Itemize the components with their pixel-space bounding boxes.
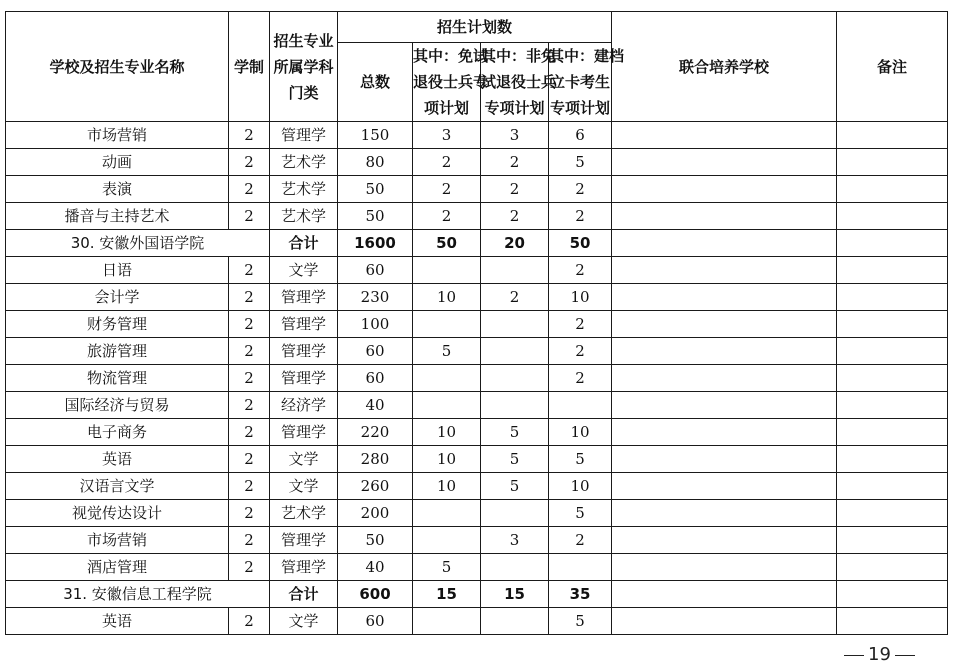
total-cell: 100 (338, 311, 413, 338)
note-cell (837, 203, 948, 230)
duration-cell: 2 (229, 608, 270, 635)
table-row (6, 338, 948, 365)
col-header-nonexempt-line1: 其中：非免 (481, 47, 557, 65)
major-name-cell: 物流管理 (6, 365, 229, 392)
discipline-cell: 管理学 (270, 338, 338, 365)
partner-school-cell (612, 257, 837, 284)
exempt-veteran-cell: 5 (413, 554, 481, 581)
duration-cell: 2 (229, 500, 270, 527)
footer-dash-left (844, 655, 864, 656)
total-cell: 60 (338, 608, 413, 635)
col-header-discipline-line1: 招生专业 (273, 31, 334, 50)
nonexempt-veteran-cell: 2 (481, 176, 549, 203)
col-header-exempt (413, 43, 489, 122)
total-cell: 200 (338, 500, 413, 527)
poverty-special-cell: 5 (549, 500, 612, 527)
partner-school-cell (612, 365, 837, 392)
col-header-discipline-line2: 所属学科 (273, 57, 334, 76)
nonexempt-veteran-cell (481, 392, 549, 419)
col-header-exempt-line1: 其中：免试 (413, 47, 489, 65)
col-header-poor (549, 43, 625, 122)
discipline-cell: 管理学 (270, 122, 338, 149)
exempt-veteran-cell: 10 (413, 284, 481, 311)
poverty-special-cell: 6 (549, 122, 612, 149)
duration-cell: 2 (229, 527, 270, 554)
major-name-cell: 视觉传达设计 (6, 500, 229, 527)
note-cell (837, 473, 948, 500)
poverty-special-cell (549, 392, 612, 419)
poverty-special-cell: 2 (549, 527, 612, 554)
total-cell: 40 (338, 392, 413, 419)
partner-school-cell (612, 581, 837, 608)
table-row (6, 203, 948, 230)
col-header-nonexempt-line3: 专项计划 (484, 99, 545, 117)
col-header-discipline (270, 12, 338, 122)
total-cell: 50 (338, 176, 413, 203)
note-cell (837, 230, 948, 257)
poverty-special-cell: 5 (549, 149, 612, 176)
note-cell (837, 608, 948, 635)
nonexempt-veteran-cell (481, 500, 549, 527)
col-header-partner: 联合培养学校 (612, 12, 837, 122)
major-name-cell: 财务管理 (6, 311, 229, 338)
major-name-cell: 英语 (6, 446, 229, 473)
discipline-cell: 管理学 (270, 554, 338, 581)
note-cell (837, 122, 948, 149)
major-name-cell: 播音与主持艺术 (6, 203, 229, 230)
partner-school-cell (612, 473, 837, 500)
total-cell: 40 (338, 554, 413, 581)
table-row (6, 311, 948, 338)
col-header-poor-line1: 其中：建档 (549, 47, 625, 65)
note-cell (837, 338, 948, 365)
poverty-special-cell: 2 (549, 257, 612, 284)
header-row-1 (6, 12, 948, 43)
poverty-special-cell (549, 554, 612, 581)
discipline-cell: 管理学 (270, 527, 338, 554)
table-body (6, 122, 948, 635)
nonexempt-veteran-cell (481, 608, 549, 635)
table-row (6, 419, 948, 446)
partner-school-cell (612, 230, 837, 257)
school-total-row (6, 230, 948, 257)
duration-cell: 2 (229, 311, 270, 338)
duration-cell: 2 (229, 176, 270, 203)
poverty-special-cell: 2 (549, 338, 612, 365)
table-row (6, 608, 948, 635)
note-cell (837, 311, 948, 338)
discipline-cell: 艺术学 (270, 500, 338, 527)
poverty-special-cell: 50 (549, 230, 612, 257)
duration-cell: 2 (229, 419, 270, 446)
discipline-cell: 管理学 (270, 419, 338, 446)
table-row (6, 284, 948, 311)
note-cell (837, 257, 948, 284)
note-cell (837, 446, 948, 473)
note-cell (837, 176, 948, 203)
discipline-cell: 文学 (270, 608, 338, 635)
major-name-cell: 旅游管理 (6, 338, 229, 365)
partner-school-cell (612, 554, 837, 581)
school-name-cell: 30. 安徽外国语学院 (6, 230, 270, 257)
duration-cell: 2 (229, 392, 270, 419)
exempt-veteran-cell: 2 (413, 149, 481, 176)
col-header-exempt-line3: 项计划 (423, 99, 469, 117)
partner-school-cell (612, 338, 837, 365)
total-cell: 50 (338, 527, 413, 554)
total-cell: 1600 (338, 230, 413, 257)
table-row (6, 257, 948, 284)
col-header-nonexempt (481, 43, 557, 122)
note-cell (837, 149, 948, 176)
poverty-special-cell: 2 (549, 365, 612, 392)
nonexempt-veteran-cell (481, 257, 549, 284)
exempt-veteran-cell: 10 (413, 419, 481, 446)
partner-school-cell (612, 149, 837, 176)
partner-school-cell (612, 176, 837, 203)
total-cell: 50 (338, 203, 413, 230)
nonexempt-veteran-cell (481, 338, 549, 365)
poverty-special-cell: 2 (549, 203, 612, 230)
duration-cell: 2 (229, 554, 270, 581)
total-cell: 80 (338, 149, 413, 176)
discipline-cell: 管理学 (270, 311, 338, 338)
poverty-special-cell: 5 (549, 446, 612, 473)
exempt-veteran-cell: 5 (413, 338, 481, 365)
duration-cell: 2 (229, 338, 270, 365)
poverty-special-cell: 10 (549, 473, 612, 500)
major-name-cell: 会计学 (6, 284, 229, 311)
partner-school-cell (612, 122, 837, 149)
col-header-school-major: 学校及招生专业名称 (6, 12, 229, 122)
total-cell: 60 (338, 338, 413, 365)
nonexempt-veteran-cell: 5 (481, 419, 549, 446)
exempt-veteran-cell: 10 (413, 446, 481, 473)
nonexempt-veteran-cell: 2 (481, 284, 549, 311)
page-footer (840, 644, 919, 665)
nonexempt-veteran-cell (481, 311, 549, 338)
major-name-cell: 市场营销 (6, 527, 229, 554)
footer-dash-right (895, 655, 915, 656)
table-row (6, 149, 948, 176)
total-label-cell: 合计 (270, 230, 338, 257)
major-name-cell: 酒店管理 (6, 554, 229, 581)
exempt-veteran-cell: 15 (413, 581, 481, 608)
discipline-cell: 管理学 (270, 284, 338, 311)
nonexempt-veteran-cell (481, 554, 549, 581)
note-cell (837, 554, 948, 581)
exempt-veteran-cell (413, 365, 481, 392)
table-row (6, 527, 948, 554)
note-cell (837, 419, 948, 446)
nonexempt-veteran-cell: 20 (481, 230, 549, 257)
poverty-special-cell: 10 (549, 419, 612, 446)
duration-cell: 2 (229, 473, 270, 500)
note-cell (837, 392, 948, 419)
exempt-veteran-cell: 2 (413, 176, 481, 203)
partner-school-cell (612, 284, 837, 311)
col-header-poor-line2: 立卡考生 (550, 73, 611, 91)
col-header-exempt-line2: 退役士兵专 (413, 73, 489, 91)
major-name-cell: 日语 (6, 257, 229, 284)
partner-school-cell (612, 419, 837, 446)
nonexempt-veteran-cell: 3 (481, 122, 549, 149)
major-name-cell: 国际经济与贸易 (6, 392, 229, 419)
exempt-veteran-cell: 50 (413, 230, 481, 257)
poverty-special-cell: 35 (549, 581, 612, 608)
discipline-cell: 经济学 (270, 392, 338, 419)
total-cell: 260 (338, 473, 413, 500)
partner-school-cell (612, 527, 837, 554)
partner-school-cell (612, 392, 837, 419)
col-header-note: 备注 (837, 12, 948, 122)
major-name-cell: 电子商务 (6, 419, 229, 446)
major-name-cell: 英语 (6, 608, 229, 635)
table-row (6, 392, 948, 419)
exempt-veteran-cell (413, 500, 481, 527)
duration-cell: 2 (229, 446, 270, 473)
table-row (6, 554, 948, 581)
total-cell: 150 (338, 122, 413, 149)
note-cell (837, 527, 948, 554)
major-name-cell: 汉语言文学 (6, 473, 229, 500)
duration-cell: 2 (229, 122, 270, 149)
school-name-cell: 31. 安徽信息工程学院 (6, 581, 270, 608)
nonexempt-veteran-cell: 5 (481, 446, 549, 473)
total-cell: 220 (338, 419, 413, 446)
nonexempt-veteran-cell: 15 (481, 581, 549, 608)
col-header-poor-line3: 专项计划 (550, 99, 611, 117)
duration-cell: 2 (229, 257, 270, 284)
nonexempt-veteran-cell (481, 365, 549, 392)
col-header-total: 总数 (338, 43, 413, 122)
partner-school-cell (612, 311, 837, 338)
nonexempt-veteran-cell: 2 (481, 149, 549, 176)
partner-school-cell (612, 608, 837, 635)
major-name-cell: 动画 (6, 149, 229, 176)
table-row (6, 122, 948, 149)
exempt-veteran-cell (413, 392, 481, 419)
table-row (6, 176, 948, 203)
exempt-veteran-cell (413, 257, 481, 284)
school-total-row (6, 581, 948, 608)
discipline-cell: 艺术学 (270, 176, 338, 203)
duration-cell: 2 (229, 284, 270, 311)
partner-school-cell (612, 446, 837, 473)
poverty-special-cell: 10 (549, 284, 612, 311)
discipline-cell: 管理学 (270, 365, 338, 392)
page-number: 19 (868, 644, 891, 665)
total-cell: 600 (338, 581, 413, 608)
total-label-cell: 合计 (270, 581, 338, 608)
discipline-cell: 文学 (270, 473, 338, 500)
major-name-cell: 市场营销 (6, 122, 229, 149)
exempt-veteran-cell (413, 608, 481, 635)
table-row (6, 446, 948, 473)
enrollment-plan-table (5, 11, 948, 635)
table-row (6, 500, 948, 527)
total-cell: 280 (338, 446, 413, 473)
col-header-discipline-line3: 门类 (288, 83, 319, 102)
nonexempt-veteran-cell: 5 (481, 473, 549, 500)
partner-school-cell (612, 500, 837, 527)
total-cell: 230 (338, 284, 413, 311)
note-cell (837, 581, 948, 608)
poverty-special-cell: 2 (549, 311, 612, 338)
col-header-plan-group: 招生计划数 (338, 12, 612, 43)
nonexempt-veteran-cell: 3 (481, 527, 549, 554)
note-cell (837, 500, 948, 527)
exempt-veteran-cell: 3 (413, 122, 481, 149)
duration-cell: 2 (229, 203, 270, 230)
total-cell: 60 (338, 365, 413, 392)
exempt-veteran-cell: 10 (413, 473, 481, 500)
note-cell (837, 284, 948, 311)
exempt-veteran-cell (413, 527, 481, 554)
duration-cell: 2 (229, 365, 270, 392)
duration-cell: 2 (229, 149, 270, 176)
exempt-veteran-cell: 2 (413, 203, 481, 230)
nonexempt-veteran-cell: 2 (481, 203, 549, 230)
discipline-cell: 文学 (270, 446, 338, 473)
exempt-veteran-cell (413, 311, 481, 338)
poverty-special-cell: 2 (549, 176, 612, 203)
discipline-cell: 文学 (270, 257, 338, 284)
total-cell: 60 (338, 257, 413, 284)
major-name-cell: 表演 (6, 176, 229, 203)
col-header-duration: 学制 (229, 12, 270, 122)
note-cell (837, 365, 948, 392)
table-row (6, 473, 948, 500)
table-row (6, 365, 948, 392)
discipline-cell: 艺术学 (270, 149, 338, 176)
partner-school-cell (612, 203, 837, 230)
col-header-nonexempt-line2: 试退役士兵 (481, 73, 557, 91)
poverty-special-cell: 5 (549, 608, 612, 635)
discipline-cell: 艺术学 (270, 203, 338, 230)
